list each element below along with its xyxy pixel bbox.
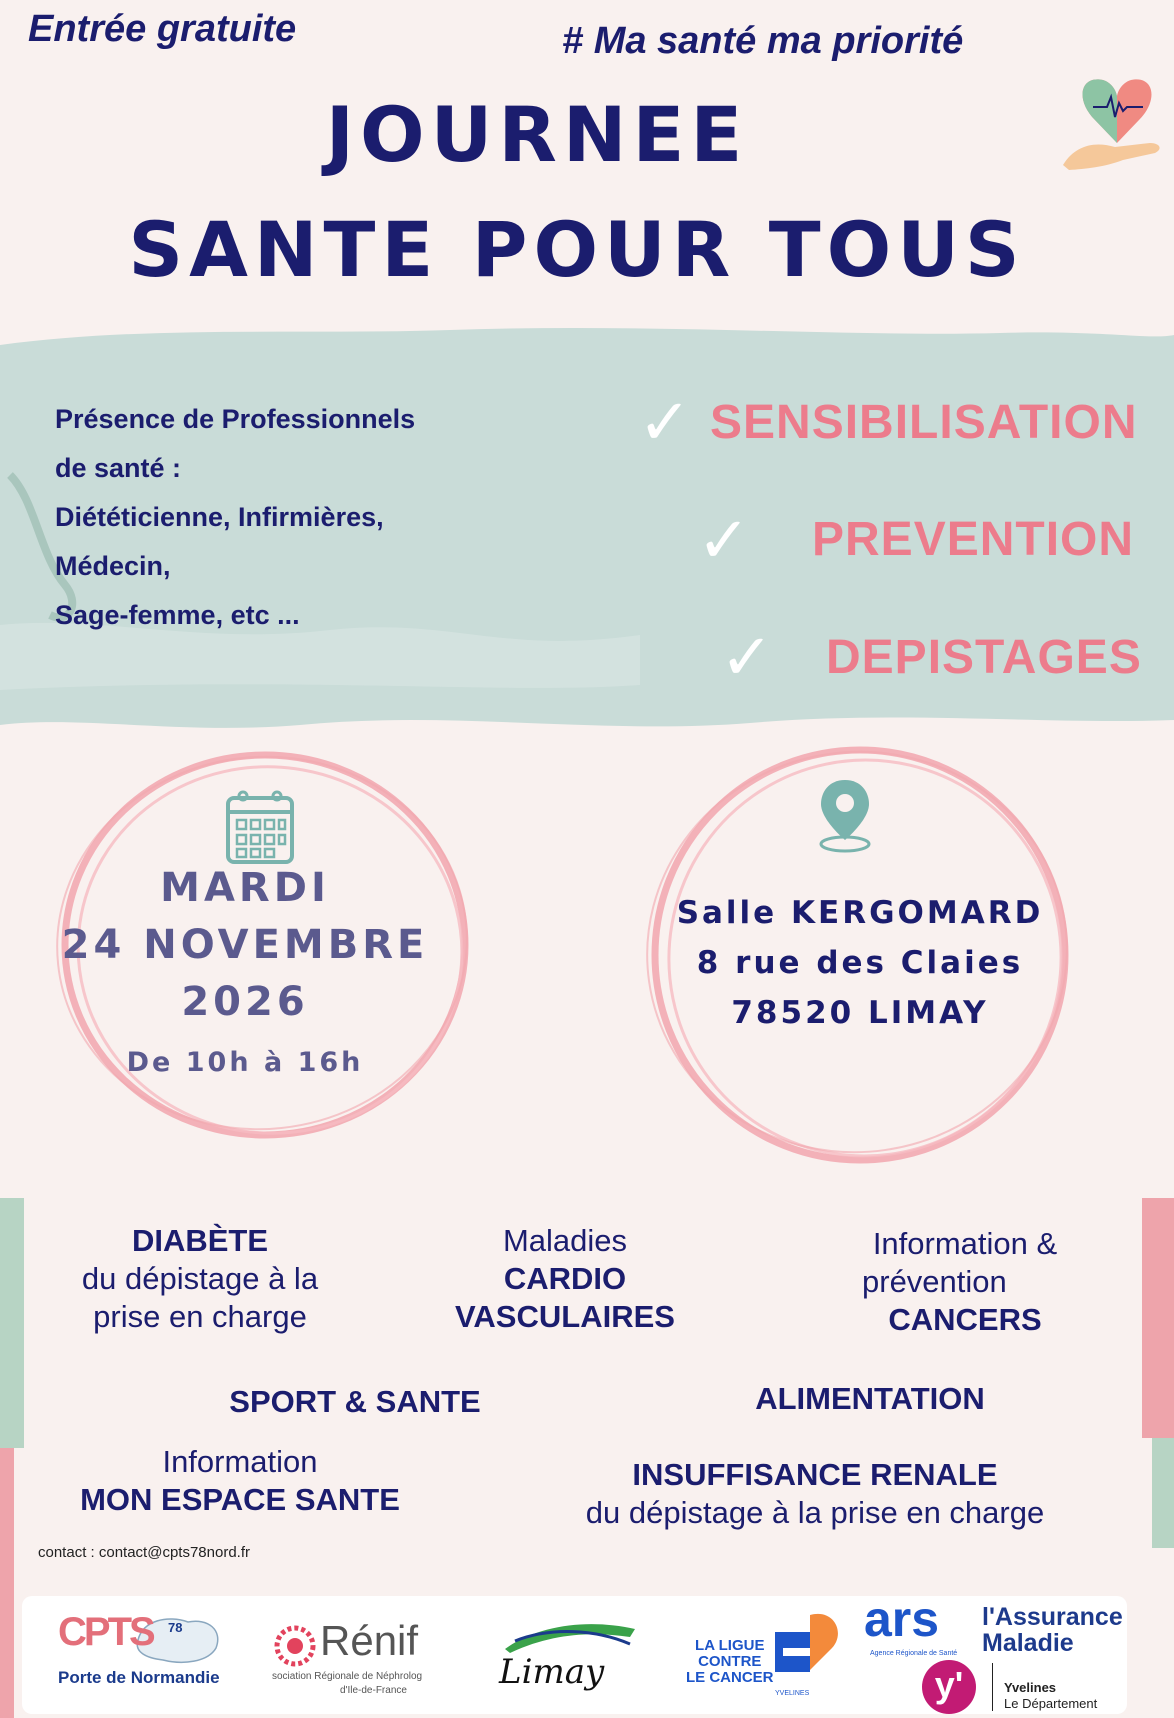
assurance-line: l'Assurance bbox=[982, 1603, 1123, 1631]
renif-name: Rénif bbox=[320, 1617, 419, 1664]
yvelines-subtitle: Le Département bbox=[1004, 1696, 1098, 1711]
page-title-line-1: JOURNEE bbox=[325, 90, 749, 179]
theme-subtitle: du dépistage à la prise en charge bbox=[585, 1495, 1045, 1530]
theme-sport bbox=[200, 1383, 510, 1421]
ligue-line: LA LIGUE bbox=[695, 1637, 765, 1654]
theme-title: VASCULAIRES bbox=[455, 1299, 675, 1334]
checkmark-icon: ✓ bbox=[638, 386, 692, 458]
event-time: De 10h à 16h bbox=[126, 1047, 364, 1078]
assurance-line: Maladie bbox=[982, 1629, 1074, 1657]
side-bar-pink bbox=[0, 1448, 14, 1718]
hashtag-slogan: # Ma santé ma priorité bbox=[562, 20, 964, 62]
topic-sensibilisation: SENSIBILISATION bbox=[710, 396, 1138, 449]
theme-prefix: Information & bbox=[872, 1226, 1058, 1261]
contact-email: contact : contact@cpts78nord.fr bbox=[38, 1544, 250, 1561]
theme-espace-sante bbox=[50, 1443, 430, 1519]
theme-title: CARDIO bbox=[503, 1261, 627, 1296]
yvelines-logo bbox=[1004, 1680, 1097, 1712]
ligue-cancer-logo bbox=[680, 1610, 850, 1710]
ars-subtitle: Agence Régionale de Santé bbox=[870, 1650, 958, 1657]
ligue-cross-icon bbox=[775, 1610, 847, 1685]
event-year: 2026 bbox=[181, 979, 309, 1025]
renif-logo bbox=[270, 1615, 450, 1705]
free-entry-label: Entrée gratuite bbox=[28, 8, 297, 50]
renif-subtitle: sociation Régionale de Néphrolog bbox=[272, 1671, 423, 1682]
theme-title: DIABÈTE bbox=[131, 1223, 269, 1258]
checkmark-icon: ✓ bbox=[697, 504, 751, 576]
ligue-subtitle: YVELINES bbox=[775, 1690, 810, 1697]
yvelines-y-icon: y' bbox=[922, 1660, 976, 1714]
cpts-number: 78 bbox=[168, 1620, 183, 1635]
theme-cancers bbox=[820, 1225, 1110, 1339]
theme-title: SPORT & SANTE bbox=[229, 1384, 481, 1419]
professionals-line: Médecin, bbox=[55, 551, 171, 581]
checkmark-icon: ✓ bbox=[720, 621, 774, 693]
professionals-line: de santé : bbox=[55, 453, 182, 483]
assurance-maladie-logo bbox=[982, 1604, 1132, 1656]
limay-logo bbox=[495, 1614, 645, 1704]
side-bar-pink-right bbox=[1142, 1198, 1174, 1438]
event-day: MARDI bbox=[160, 865, 330, 911]
side-bar-green-right bbox=[1152, 1438, 1174, 1548]
theme-prefix: Information bbox=[162, 1444, 318, 1479]
topic-depistages: DEPISTAGES bbox=[826, 631, 1142, 684]
theme-title: ALIMENTATION bbox=[755, 1381, 985, 1416]
renif-subtitle: d'Ile-de-France bbox=[340, 1685, 407, 1696]
yvelines-name: Yvelines bbox=[1004, 1680, 1057, 1695]
cpts-name: Porte de Normandie bbox=[58, 1668, 220, 1687]
ligue-text bbox=[686, 1638, 774, 1686]
theme-subtitle: prise en charge bbox=[93, 1299, 307, 1334]
ars-logo bbox=[862, 1591, 972, 1660]
theme-renale bbox=[535, 1456, 1095, 1532]
side-bar-green bbox=[0, 1198, 24, 1448]
event-date bbox=[60, 860, 430, 1078]
location-street: 8 rue des Claies bbox=[696, 945, 1024, 981]
professionals-list bbox=[55, 395, 525, 640]
theme-title: MON ESPACE SANTE bbox=[80, 1482, 400, 1517]
ars-name: ars bbox=[864, 1591, 940, 1647]
event-month: 24 NOVEMBRE bbox=[61, 922, 429, 968]
theme-subtitle: du dépistage à la bbox=[81, 1261, 319, 1296]
theme-prefix: prévention bbox=[862, 1264, 1007, 1299]
location-pin-icon bbox=[815, 778, 875, 854]
cpts-logo bbox=[58, 1608, 233, 1703]
professionals-line: Présence de Professionnels bbox=[55, 404, 416, 434]
theme-diabete bbox=[40, 1222, 360, 1336]
page-title-line-2: SANTE POUR TOUS bbox=[128, 205, 1026, 294]
topic-prevention: PREVENTION bbox=[812, 513, 1135, 566]
calendar-icon bbox=[225, 790, 297, 868]
theme-alimentation bbox=[720, 1380, 1020, 1418]
ligue-line: CONTRE bbox=[698, 1653, 762, 1670]
event-location bbox=[670, 888, 1050, 1038]
theme-title: CANCERS bbox=[888, 1302, 1042, 1337]
yvelines-divider bbox=[992, 1663, 993, 1711]
limay-name: Limay bbox=[499, 1652, 605, 1692]
renif-dots-icon bbox=[272, 1623, 318, 1669]
theme-cardio bbox=[415, 1222, 715, 1336]
cpts-letters: CPTS bbox=[58, 1610, 153, 1654]
theme-title: INSUFFISANCE RENALE bbox=[632, 1457, 998, 1492]
ligue-line: LE CANCER bbox=[686, 1669, 774, 1686]
professionals-line: Diététicienne, Infirmières, bbox=[55, 502, 384, 532]
professionals-line: Sage-femme, etc ... bbox=[55, 600, 300, 630]
location-venue: Salle KERGOMARD bbox=[676, 895, 1044, 931]
location-city: 78520 LIMAY bbox=[731, 995, 989, 1031]
theme-prefix: Maladies bbox=[502, 1223, 628, 1258]
